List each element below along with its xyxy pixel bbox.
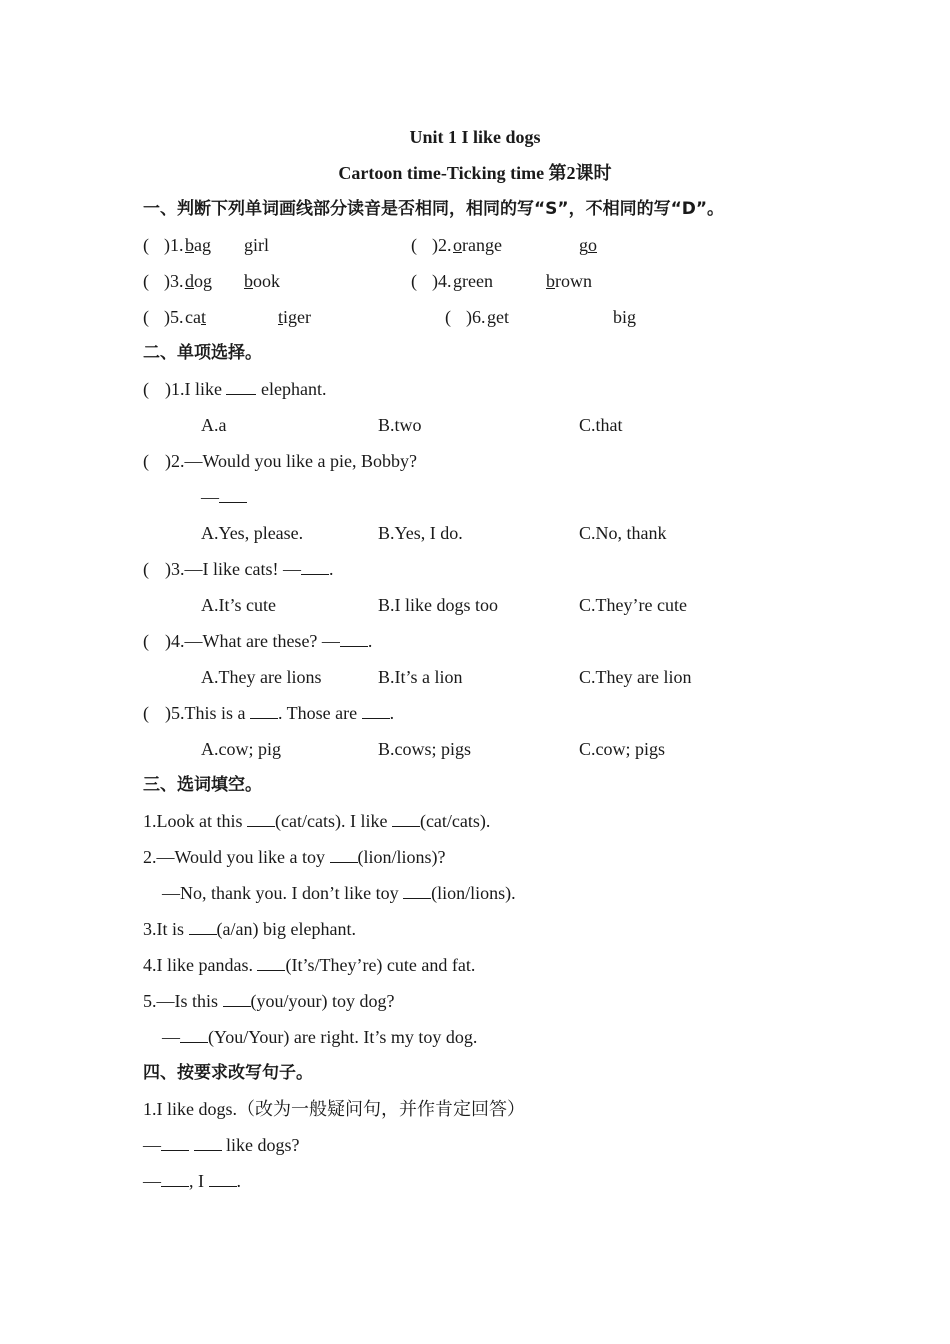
answer-paren: ( <box>143 559 149 579</box>
option-a: A.Yes, please. <box>201 523 304 543</box>
word-2: go <box>579 235 597 255</box>
answer-paren: ( <box>143 631 149 651</box>
word-1: bag <box>185 235 211 255</box>
answer-blank[interactable] <box>330 845 358 863</box>
word-2: brown <box>546 271 592 291</box>
mc-question-2: ( )2.—Would you like a pie, Bobby? <box>143 451 418 471</box>
answer-paren: ( <box>143 379 149 399</box>
word-1: dog <box>185 271 212 291</box>
word-2: tiger <box>278 307 311 327</box>
page-subtitle: Cartoon time-Ticking time 第2课时 <box>338 163 612 183</box>
option-c: C.that <box>579 415 623 435</box>
rewrite-line-3: — , I . <box>143 1171 241 1191</box>
fill-line-2-reply: —No, thank you. I don’t like toy (lion/lions). <box>162 883 516 903</box>
answer-paren: ( <box>411 271 417 291</box>
option-b: B.It’s a lion <box>378 667 463 687</box>
answer-blank[interactable] <box>194 1133 222 1151</box>
answer-blank[interactable] <box>226 377 256 395</box>
mc-question-5: ( )5.This is a . Those are . <box>143 703 395 723</box>
item-number: )4. <box>432 271 452 291</box>
answer-blank[interactable] <box>180 1025 208 1043</box>
option-c: C.They are lion <box>579 667 692 687</box>
answer-blank[interactable] <box>219 485 247 503</box>
section3-heading: 三、选词填空。 <box>143 775 262 795</box>
answer-blank[interactable] <box>257 953 285 971</box>
mc-question-4: ( )4.—What are these? — . <box>143 631 373 651</box>
answer-paren: ( <box>143 451 149 471</box>
word-2: book <box>244 271 280 291</box>
option-a: A.It’s cute <box>201 595 276 615</box>
answer-paren: ( <box>411 235 417 255</box>
answer-paren: ( <box>143 307 149 327</box>
rewrite-line-1: 1.I like dogs.（改为一般疑问句，并作肯定回答） <box>143 1099 525 1119</box>
answer-blank[interactable] <box>340 629 368 647</box>
fill-line-3: 3.It is (a/an) big elephant. <box>143 919 356 939</box>
word-1: get <box>487 307 509 327</box>
option-b: B.Yes, I do. <box>378 523 463 543</box>
answer-blank[interactable] <box>161 1133 189 1151</box>
word-1: green <box>453 271 493 291</box>
answer-paren: ( <box>143 703 149 723</box>
answer-blank[interactable] <box>301 557 329 575</box>
answer-blank[interactable] <box>247 809 275 827</box>
option-c: C.cow; pigs <box>579 739 666 759</box>
option-c: C.They’re cute <box>579 595 687 615</box>
option-a: A.cow; pig <box>201 739 281 759</box>
fill-line-5-reply: — (You/Your) are right. It’s my toy dog. <box>162 1027 478 1047</box>
fill-line-5: 5.—Is this (you/your) toy dog? <box>143 991 395 1011</box>
answer-blank[interactable] <box>189 917 217 935</box>
answer-paren: ( <box>445 307 451 327</box>
option-a: A.They are lions <box>201 667 322 687</box>
section1-heading: 一、判断下列单词画线部分读音是否相同，相同的写“S”，不相同的写“D”。 <box>143 199 725 219</box>
item-number: )6. <box>466 307 486 327</box>
answer-blank[interactable] <box>392 809 420 827</box>
fill-line-4: 4.I like pandas. (It’s/They’re) cute and fat. <box>143 955 476 975</box>
rewrite-line-2: — like dogs? <box>143 1135 300 1155</box>
word-1: orange <box>453 235 502 255</box>
option-b: B.cows; pigs <box>378 739 472 759</box>
answer-paren: ( <box>143 235 149 255</box>
word-1: cat <box>185 307 206 327</box>
option-b: B.I like dogs too <box>378 595 498 615</box>
section4-heading: 四、按要求改写句子。 <box>143 1063 313 1083</box>
answer-blank[interactable] <box>161 1169 189 1187</box>
answer-blank[interactable] <box>223 989 251 1007</box>
item-number: )2. <box>432 235 452 255</box>
answer-blank[interactable] <box>209 1169 237 1187</box>
option-c: C.No, thank <box>579 523 667 543</box>
answer-blank[interactable] <box>403 881 431 899</box>
item-number: )5. <box>164 307 184 327</box>
fill-line-1: 1.Look at this (cat/cats). I like (cat/cats). <box>143 811 491 831</box>
item-number: )1. <box>164 235 184 255</box>
fill-line-2: 2.—Would you like a toy (lion/lions)? <box>143 847 446 867</box>
answer-blank[interactable] <box>362 701 390 719</box>
mc-question-3: ( )3.—I like cats! — . <box>143 559 334 579</box>
option-a: A.a <box>201 415 227 435</box>
section2-heading: 二、单项选择。 <box>143 343 262 363</box>
word-2: girl <box>244 235 269 255</box>
answer-blank[interactable] <box>250 701 278 719</box>
page-title: Unit 1 I like dogs <box>409 127 541 147</box>
option-b: B.two <box>378 415 422 435</box>
instruction-note: （改为一般疑问句，并作肯定回答） <box>237 1099 525 1119</box>
item-number: )3. <box>164 271 184 291</box>
answer-paren: ( <box>143 271 149 291</box>
mc-question-2-reply: — <box>201 485 247 509</box>
mc-question-1: ( )1.I like elephant. <box>143 379 327 399</box>
word-2: big <box>613 307 637 327</box>
